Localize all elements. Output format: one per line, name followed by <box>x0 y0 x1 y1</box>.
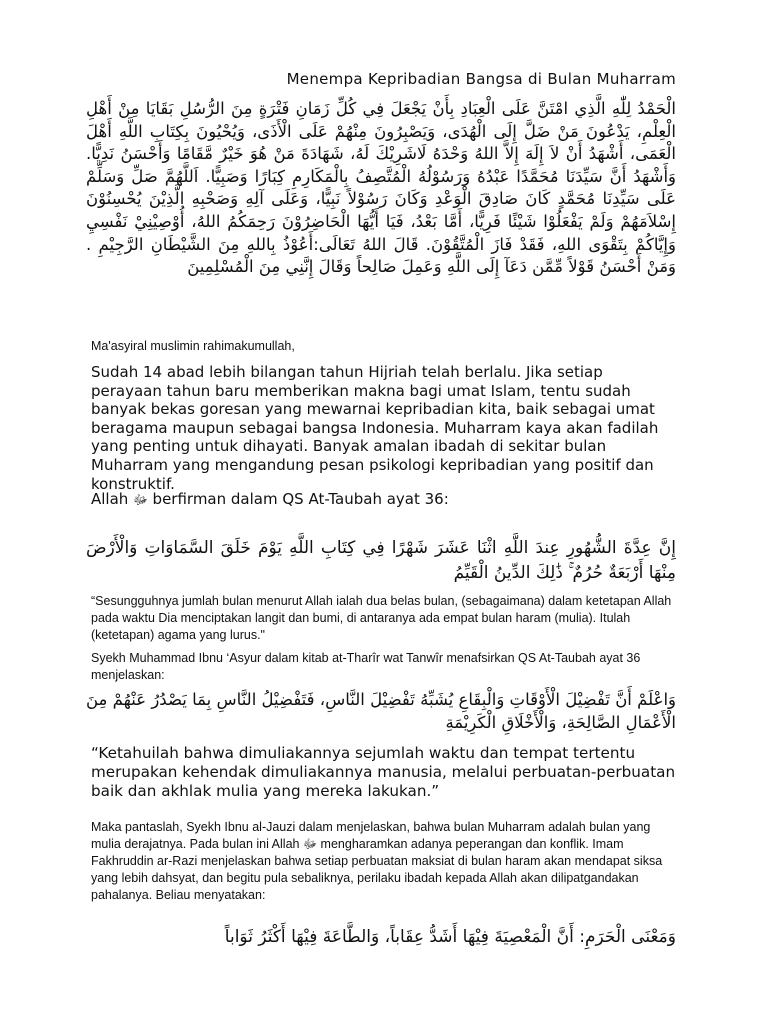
paragraph-sudah: Sudah 14 abad lebih bilangan tahun Hijriah telah berlalu. Jika setiap perayaan tahun baru memberikan makna bagi umat Islam, tentu sudah banyak bekas goresan yang mewarnai kepribadian kita, baik sebagai umat beragama maupun sebagai bangsa Indonesia. Muharram kaya akan fadilah yang penting untuk dihayati. Banyak amalan ibadah di sekitar bulan Muharram yang mengandung pesan psikologi kepribadian yang positif dan konstruktif. <box>91 363 659 493</box>
allah-suffix: berfirman dalam QS At-Taubah ayat 36: <box>152 490 449 508</box>
quote-translation: “Ketahuilah bahwa dimuliakannya sejumlah waktu dan tempat tertentu merupakan kehendak dimuliakannya manusia, melalui perbuatan-perbuatan baik dan akhlak mulia yang mereka lakukan.” <box>91 744 676 800</box>
allah-verse-intro <box>91 490 449 511</box>
allah-prefix: Allah <box>91 490 129 508</box>
allah-glyph: ﷻ <box>133 493 148 508</box>
ayat-arabic-text: إِنَّ عِدَّةَ الشُّهُورِ عِندَ اللَّهِ اثْنَا عَشَرَ شَهْرًا فِي كِتَابِ اللَّهِ يَوْمَ خَلَقَ السَّمَاوَاتِ وَالْأَرْضَ مِنْهَا أَرْبَعَةٌ حُرُمٌ ۚ ذَٰلِكَ الدِّينُ الْقَيِّمُ <box>86 538 676 583</box>
ayat-translation: “Sesungguhnya jumlah bulan menurut Allah ialah dua belas bulan, (sebagaimana) dalam ketetapan Allah pada waktu Dia menciptakan langit dan bumi, di antaranya ada empat bulan haram (mulia). Itulah (ketetapan) agama yang lurus." <box>91 594 672 642</box>
document-title: Menempa Kepribadian Bangsa di Bulan Muharram <box>286 70 676 88</box>
closing-arabic-text: وَمَعْنَى الْحَرَمِ: أَنَّ الْمَعْصِيَةَ فِيْهَا أَشَدُّ عِقَاباً، وَالطَّاعَةَ فِيْهَا أَكْثَرُ ثَوَاباً <box>224 927 676 947</box>
quote-arabic-text: وَاعْلَمْ أَنَّ تَفْضِيْلَ الْأَوْقَاتِ وَالْبِقَاعِ يُشَبِّهُ تَفْضِيْلَ النَّاسِ، فَتَفْضِيْلُ النَّاسِ بِمَا يَصْدُرُ عَنْهُمْ مِنَ الْأَعْمَالِ الصَّالِحَةِ، وَالْأَخْلَاقِ الْكَرِيْمَةِ <box>86 690 676 732</box>
syekh-intro: Syekh Muhammad Ibnu ‘Asyur dalam kitab at-Tharîr wat Tanwîr menafsirkan QS At-Taubah ayat 36 menjelaskan: <box>91 651 641 682</box>
paragraph-maka: Maka pantaslah, Syekh Ibnu al-Jauzi dalam menjelaskan, bahwa bulan Muharram adalah bulan yang mulia derajatnya. Pada bulan ini Allah ﷻ mengharamkan adanya peperangan dan konflik. Imam Fakhruddin ar-Razi menjelaskan bahwa setiap perbuatan maksiat di bulan haram akan mendapat siksa yang lebih dahsyat, dan begitu pula sebaliknya, perilaku ibadah kepada Allah akan dilipatgandakan pahalanya. Beliau menyatakan: <box>91 820 663 902</box>
opening-arabic-text: الْحَمْدُ لِلّٰهِ الَّذِي امْتَنَّ عَلَى الْعِبَادِ بِأَنْ يَجْعَلَ فِي كُلِّ زَمَانِ فَتْرَةٍ مِنَ الرُّسُلِ بَقَايَا مِنْ أَهْلِ الْعِلْمِ، يَدْعُونَ مَنْ ضَلَّ إِلَى الْهُدَى، وَيَصْبِرُونَ مِنْهُمْ عَلَى الْأَذَى، وَيُحْيُونَ بِكِتَابِ اللَّهِ أَهْلَ الْعَمَى، أَشْهَدُ أَنْ لاَ إِلَهَ إِلاَّ اللهُ وَحْدَهُ لَاشَرِيْكَ لَهُ، شَهَادَةَ مَنْ هُوَ خَيْرٌ مَّقَامًا وَأَحْسَنُ نَدِيًّا. وَأَشْهَدُ أَنَّ سَيِّدَنَا مُحَمَّدًا عَبْدُهُ وَرَسُوْلُهُ الْمُتَّصِفُ بِالْمَكَارِمِ كِبَارًا وَصَبِيًّا. اَللَّهُمَّ صَلِّ وَسَلِّمْ عَلَى سَيِّدِنَا مُحَمَّدٍ كَانَ صَادِقَ الْوَعْدِ وَكَانَ رَسُوْلاً نَبِيًّا، وَعَلَى آلِهِ وَصَحْبِهِ الَّذِيْنَ يُحْسِنُوْنَ إِسْلاَمَهُمْ وَلَمْ يَفْعَلُوْا شَيْئًا فَرِيًّا، أَمَّا بَعْدُ، فَيَا أَيُّهَا الْحَاضِرُوْنَ رَحِمَكُمُ اللهُ، أُوْصِيْنِيْ نَفْسِيِ وَإِيَّاكُمْ بِتَقْوَى اللهِ، فَقَدْ فَازَ الْمُتَّقُوْنَ. قَالَ اللهُ تَعَالَى:أَعُوْذُ بِاللهِ مِنَ الشَّيْطَانِ الرَّجِيْمِ . وَمَنْ أَحْسَنُ قَوْلاً مِّمَّن دَعَآ إِلَى اللَّهِ وَعَمِلَ صَالِحاً وَقَالَ إِنَّنِي مِنَ الْمُسْلِمِينَ <box>86 99 676 277</box>
salutation: Ma'asyiral muslimin rahimakumullah, <box>91 339 295 353</box>
